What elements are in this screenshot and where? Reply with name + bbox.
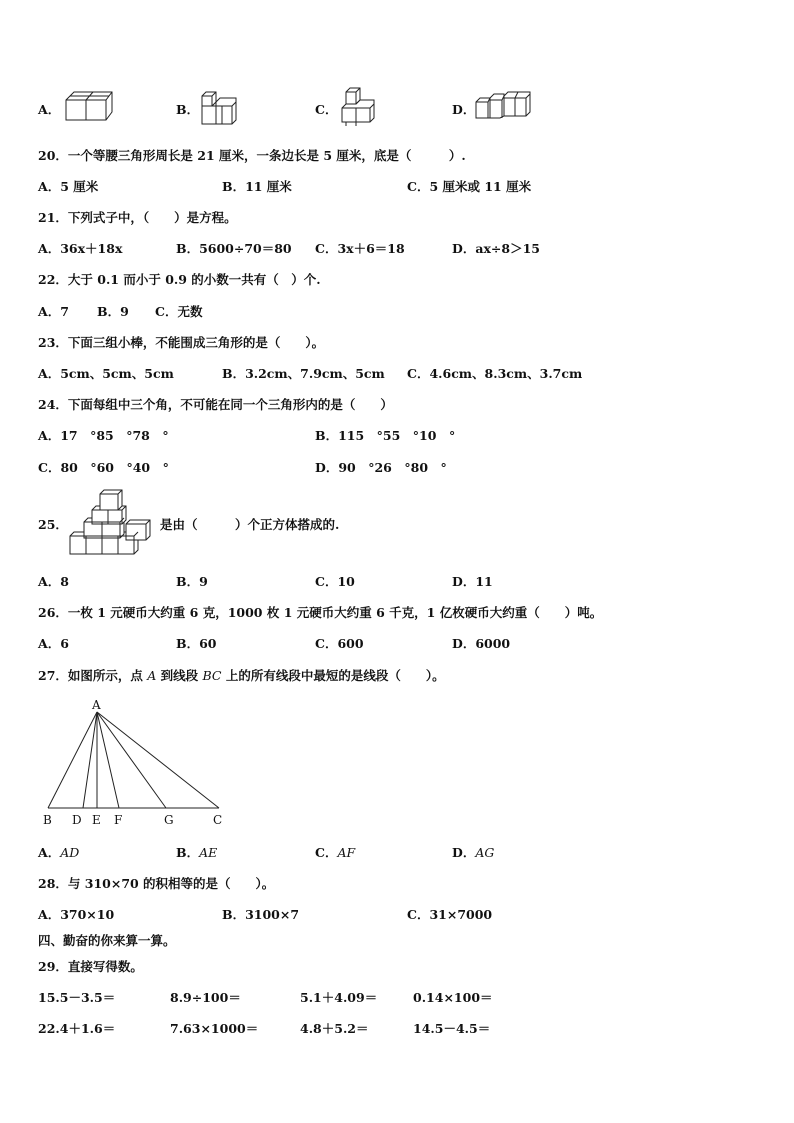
- q23-stem: 23．下面三组小棒，不能围成三角形的是（ ）。: [38, 335, 325, 350]
- q27-option-c-value: AF: [337, 845, 356, 860]
- q25-option-b: B．9: [176, 574, 208, 589]
- q27-option-c: [315, 843, 355, 861]
- q27-label-b: B: [43, 813, 52, 827]
- q27-option-d: [452, 843, 494, 861]
- q24-stem: 24．下面每组中三个角，不可能在同一个三角形内的是（ ）: [38, 397, 393, 412]
- q27-option-a: [38, 843, 79, 861]
- q19-figure-d: [474, 90, 534, 124]
- q22-stem: 22．大于 0.1 而小于 0.9 的小数一共有（ ）个.: [38, 272, 321, 287]
- q28-option-a: A．370×10: [38, 907, 115, 922]
- q19-option-a: A．: [38, 102, 61, 117]
- q20-option-b: B．11 厘米: [222, 179, 292, 194]
- q19-option-c: C．: [315, 102, 338, 117]
- q24-option-d: D．90 °26 °80 °: [315, 460, 447, 475]
- q27-option-a-letter: A．: [38, 845, 61, 860]
- q25-number: 25．: [38, 517, 68, 532]
- q26-option-d: D．6000: [452, 636, 511, 651]
- q27-segment-ag: [97, 712, 166, 808]
- q27-option-d-letter: D．: [452, 845, 476, 860]
- q25-option-a: A．8: [38, 574, 69, 589]
- q23-option-a: A．5cm、5cm、5cm: [38, 366, 174, 381]
- q21-option-a: A．36x＋18x: [38, 241, 123, 256]
- q22-option-c: C．无数: [155, 304, 203, 319]
- q29-r2-c4: 14.5－4.5＝: [413, 1021, 491, 1036]
- q23-option-c: C．4.6cm、8.3cm、3.7cm: [407, 366, 583, 381]
- q21-option-b: B．5600÷70＝80: [176, 241, 292, 256]
- q26-stem: 26．一枚 1 元硬币大约重 6 克，1000 枚 1 元硬币大约重 6 千克，1 亿枚硬币大约重（ ）吨。: [38, 605, 603, 620]
- section-4-heading: 四、勤奋的你来算一算。: [38, 933, 176, 948]
- q19-option-b: B．: [176, 102, 200, 117]
- q21-option-c: C．3x＋6＝18: [315, 241, 405, 256]
- q27-option-b: [176, 843, 217, 861]
- q27-label-c: C: [213, 813, 223, 827]
- q27-option-d-value: AG: [475, 845, 495, 860]
- q29-r2-c1: 22.4＋1.6＝: [38, 1021, 116, 1036]
- q27-option-c-letter: C．: [315, 845, 338, 860]
- q23-option-b: B．3.2cm、7.9cm、5cm: [222, 366, 385, 381]
- q29-r1-c3: 5.1＋4.09＝: [300, 990, 378, 1005]
- q28-option-b: B．3100×7: [222, 907, 300, 922]
- q25-option-d: D．11: [452, 574, 493, 589]
- q29-r1-c2: 8.9÷100＝: [170, 990, 241, 1005]
- q19-figure-b: [198, 88, 240, 128]
- q22-option-a: A．7: [38, 304, 69, 319]
- q29-stem: 29．直接写得数。: [38, 959, 143, 974]
- q27-option-b-value: AE: [199, 845, 218, 860]
- q27-option-a-value: AD: [60, 845, 80, 860]
- q21-option-d: D．ax÷8＞15: [452, 241, 540, 256]
- q27-stem: [38, 666, 445, 684]
- q27-stem-pre: 27．如图所示，点: [38, 668, 148, 683]
- q27-option-b-letter: B．: [176, 845, 200, 860]
- q20-stem: 20．一个等腰三角形周长是 21 厘米，一条边长是 5 厘米，底是（ ）.: [38, 148, 466, 163]
- q22-option-b: B．9: [97, 304, 129, 319]
- q27-stem-segment-bc: BC: [202, 668, 222, 683]
- q28-stem: 28．与 310×70 的积相等的是（ ）。: [38, 876, 275, 891]
- q29-r2-c3: 4.8＋5.2＝: [300, 1021, 369, 1036]
- q27-label-g: G: [164, 813, 174, 827]
- q27-label-a: A: [92, 698, 101, 712]
- q20-option-a: A．5 厘米: [38, 179, 99, 194]
- q25-stem: 是由（ ）个正方体搭成的.: [160, 517, 340, 532]
- q19-option-d: D．: [452, 102, 476, 117]
- q29-r1-c4: 0.14×100＝: [413, 990, 493, 1005]
- q27-stem-point-a: A: [147, 668, 157, 683]
- q29-r1-c1: 15.5－3.5＝: [38, 990, 116, 1005]
- q24-option-a: A．17 °85 °78 °: [38, 428, 169, 443]
- q20-option-c: C．5 厘米或 11 厘米: [407, 179, 532, 194]
- q24-option-b: B．115 °55 °10 °: [315, 428, 456, 443]
- q24-option-c: C．80 °60 °40 °: [38, 460, 169, 475]
- q26-option-a: A．6: [38, 636, 69, 651]
- q26-option-c: C．600: [315, 636, 364, 651]
- q25-option-c: C．10: [315, 574, 355, 589]
- q27-stem-post: 上的所有线段中最短的是线段（ ）。: [221, 668, 445, 683]
- q21-stem: 21．下列式子中，（ ）是方程。: [38, 210, 237, 225]
- q27-label-e: E: [92, 813, 101, 827]
- q27-triangle-figure: [36, 696, 236, 830]
- q28-option-c: C．31×7000: [407, 907, 493, 922]
- q29-r2-c2: 7.63×1000＝: [170, 1021, 259, 1036]
- q27-label-f: F: [114, 813, 123, 827]
- q19-figure-a: [62, 86, 118, 124]
- q25-cube-stack-figure: [66, 486, 154, 558]
- q27-label-d: D: [72, 813, 82, 827]
- q19-figure-c: [338, 86, 380, 128]
- q26-option-b: B．60: [176, 636, 217, 651]
- q27-stem-mid: 到线段: [156, 668, 203, 683]
